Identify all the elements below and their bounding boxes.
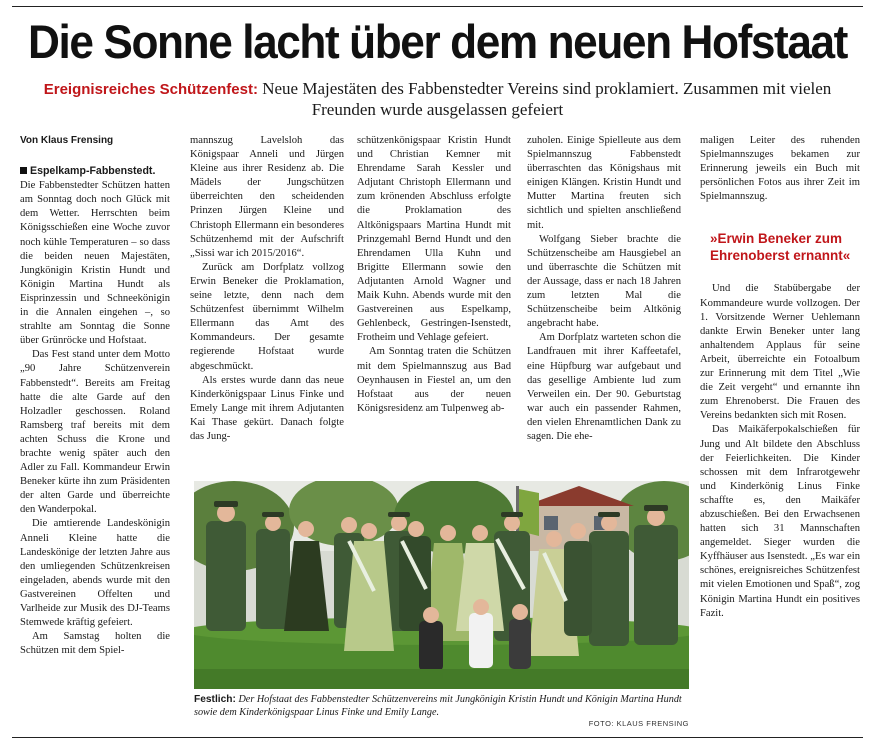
- paragraph: Das Fest stand unter dem Motto „90 Jahre Schützenverein Fabbenstedt“. Bereits am Freitag hatte die alte Garde auf den Holzadler geschossen. Roland Ramsberg traf bereits mit dem achten Schuss die Krone und brachte wenig später auch den Adler zu Fall. Kommandeur Erwin Beneker kürte ihn zum Präsidenten der alten Garde und überreichte den Wanderpokal.: [20, 349, 170, 516]
- headline: Die Sonne lacht über dem neuen Hofstaat: [28, 15, 847, 68]
- square-bullet-icon: [20, 167, 27, 174]
- paragraph: Zurück am Dorfplatz vollzog Erwin Beneker die Proklamation, seine letzte, denn nach dem Schützenfest übernimmt Wilhelm Ellermann das Amt des Kommandeurs. Der gesamte regierende Hofstaat wurde abgeschmückt.: [190, 261, 344, 372]
- caption-text: Der Hofstaat des Fabbenstedter Schützenvereins mit Jungkönigin Kristin Hundt und Königin Martina Hundt sowie dem Kinderkönigspaar Linus Finke und Emily Lange.: [194, 694, 682, 718]
- paragraph: Als erstes wurde dann das neue Kinderkönigspaar Linus Finke und Emely Lange mit ihrem Adjutanten Kai Thase gekürt. Danach folgte das Jung-: [190, 374, 344, 442]
- paragraph: mannszug Lavelsloh das Königspaar Anneli und Jürgen Kleine aus ihrer Residenz ab. Die Mädels der Jungschützen überreichten den scheidenden Prinzen Jürgen Kleine und Christoph Ellermann ein besonderes Schützenhemd mit der Aufschrift „Sissi war ich 2015/2016“.: [190, 135, 344, 259]
- bottom-rule: [12, 737, 863, 738]
- paragraph: Am Sonntag traten die Schützen mit dem Spielmannszug aus Bad Oeynhausen in Fiestel an, um den Hofstaat aus der neuen Königsresidenz am Tulpenweg ab-: [357, 346, 511, 414]
- article-column-1: [20, 134, 170, 734]
- paragraph: Und die Stabübergabe der Kommandeure wurde vollzogen. Der 1. Vorsitzende Werner Uehlemann dankte Erwin Beneker unter lang anhaltendem Applaus für seine Arbeit, überreichte ein Fotoalbum zur Erinnerung mit dem Titel „Wie die Zeit vergeht“ und ernannte ihn zum Ehrenoberst. Die Frauen des Vereins bedankten sich mit Rosen.: [700, 283, 860, 422]
- paragraph: maligen Leiter des ruhenden Spielmannszuges bekamen zur Erinnerung jeweils ein Buch mit persönlichen Fotos aus ihrer Zeit im Spielmannszug.: [700, 135, 860, 203]
- photo-credit: FOTO: KLAUS FRENSING: [588, 719, 689, 728]
- paragraph-text: Die Fabbenstedter Schützen hatten am Sonntag doch noch Glück mit dem Wetter. Herrschten beim Königsschießen eine Woche zuvor noch kühle Temperaturen – so dass die beiden neuen Majestäten, Jungkönigin Kristin Hundt und Königin Martina Hundt als Eisprinzessin und Schneekönigin in die Annalen eingehen –, so strahlte am Sonntag die Sonne über Grünröcke und Hofstaat.: [20, 180, 170, 347]
- paragraph: Die amtierende Landeskönigin Anneli Kleine hatte die Landeskönige der letzten Jahre aus den umliegenden Schützenkreisen eingeladen, abends wurde mit den Gastvereinen Offelten und Varlheide zur Musik des DJ-Teams Stemwede kräftig gefeiert.: [20, 518, 170, 629]
- paragraph: Am Samstag holten die Schützen mit dem Spiel-: [20, 631, 170, 657]
- paragraph: Das Maikäferpokalschießen für Jung und Alt bildete den Abschluss der Feierlichkeiten. Die Kinder schossen mit dem Infrarotgewehr und Kinderkönig Linus Finke schaffte es, den Maikäfer abzuschießen. Bei den Erwachsenen hatten sich 31 Mannschaften angemeldet. Sieger wurden die Kyffhäuser aus Isenstedt. „Es war ein schönes, ereignisreiches Schützenfest mit vielen Emotionen und Spaß“, zog Königin Martina Hundt ein positives Fazit.: [700, 424, 860, 619]
- paragraph: schützenkönigspaar Kristin Hundt und Christian Kemner mit Ehrendame Sarah Kessler und Adjutant Christoph Ellermann und zum krönenden Abschluss erfolgte die Proklamation des Altkönigspaars Martina Hundt mit Prinzgemahl Bernd Hundt und den Ehrendamen Ulla Kuhn und Brigitte Ellermann sowie den Adjutanten Arnold Wagner und Maik Kuhn. Abends wurde mit den Gastvereinen aus Espelkamp, Gehlenbeck, Gestringen-Isenstedt, Frotheim und Vehlage gefeiert.: [357, 135, 511, 344]
- paragraph: Am Dorfplatz warteten schon die Landfrauen mit ihrer Kaffeetafel, eine Hüpfburg war aufgebaut und das gesellige Ambiente lud zum Verweilen ein. Der 90. Geburtstag war auch ein passender Rahmen, den vielen Ehrenamtlichen Dank zu sagen. Die ehe-: [527, 332, 681, 442]
- photo-caption: [194, 693, 689, 719]
- byline: Von Klaus Frensing: [20, 135, 114, 146]
- paragraph: zuholen. Einige Spielleute aus dem Spielmannszug Fabbenstedt überraschten das Königshaus mit einigen Klängen. Kristin Hundt und Mutter Martina freuten sich sichtlich und spielten anschließend mit.: [527, 135, 681, 231]
- paragraph: [20, 164, 170, 348]
- dateline: Espelkamp-Fabbenstedt.: [30, 165, 156, 178]
- group-photo: [194, 481, 689, 689]
- subhead-text: Neue Majestäten des Fabbenstedter Vereins sind proklamiert. Zusammen mit vielen Freunden wurde ausgelassen gefeiert: [262, 79, 832, 119]
- article-column-3: [357, 134, 511, 470]
- paragraph: Wolfgang Sieber brachte die Schützenscheibe am Hausgiebel an und überraschte die Schützen mit der Aussage, dass er nach 18 Jahren zum letzten Mal die Schützenscheibe beim Altkönig angebracht habe.: [527, 233, 681, 330]
- top-rule: [12, 6, 863, 7]
- caption-label: Festlich:: [194, 694, 236, 705]
- article-column-5: [700, 134, 860, 734]
- group-photo-illustration: [194, 481, 689, 689]
- article-column-2: [190, 134, 344, 470]
- article-column-4: [527, 134, 681, 470]
- pull-quote: »Erwin Beneker zum Ehrenoberst ernannt«: [710, 231, 851, 264]
- kicker: Ereignisreiches Schützenfest:: [43, 81, 258, 98]
- subheadline: [20, 79, 855, 120]
